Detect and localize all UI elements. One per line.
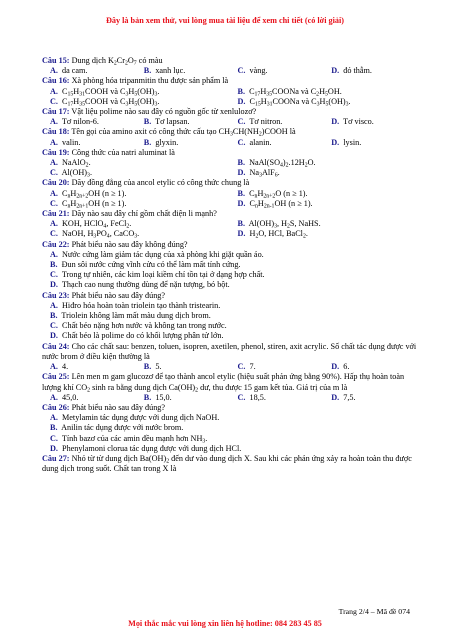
option-letter: D. bbox=[237, 96, 246, 106]
question-text: Dãy nào sau đây chỉ gồm chất điện li mạnh? bbox=[69, 209, 217, 219]
option-text: Chất béo nặng hơn nước và không tan trong nước. bbox=[59, 321, 227, 331]
answer-option-d[interactable] bbox=[323, 393, 417, 403]
option-letter: D. bbox=[331, 392, 340, 402]
option-text: $H_2O$, HCl, BaCl$_2$. bbox=[247, 229, 308, 240]
answer-option-d[interactable] bbox=[42, 444, 417, 454]
option-text: vàng. bbox=[247, 66, 268, 76]
option-letter: C. bbox=[50, 229, 58, 239]
question-number: Câu 22: bbox=[42, 239, 70, 249]
option-letter: C. bbox=[237, 66, 246, 76]
option-letter: D. bbox=[237, 198, 246, 208]
option-letter: C. bbox=[50, 433, 58, 443]
option-text: đỏ thẫm. bbox=[341, 66, 372, 76]
answer-row bbox=[42, 199, 417, 209]
option-text: xanh lục. bbox=[153, 66, 186, 76]
option-text: Thạch cao nung thường dùng để nặn tượng, bó bột. bbox=[59, 280, 230, 290]
question-number: Câu 27: bbox=[42, 453, 70, 463]
option-letter: B. bbox=[237, 219, 246, 229]
option-letter: D. bbox=[50, 331, 58, 341]
answer-option-a[interactable] bbox=[42, 158, 230, 168]
answer-option-b[interactable] bbox=[136, 138, 230, 148]
preview-banner: Đây là bản xem thử, vui lòng mua tài liệu để xem chi tiết (có lời giải) bbox=[105, 16, 344, 25]
answer-option-d[interactable] bbox=[323, 117, 417, 127]
answer-option-d[interactable] bbox=[42, 280, 417, 290]
answer-option-d[interactable] bbox=[323, 362, 417, 372]
option-letter: A. bbox=[50, 117, 58, 127]
answer-option-c[interactable] bbox=[42, 434, 417, 444]
answer-row bbox=[42, 87, 417, 97]
question-22 bbox=[42, 240, 417, 291]
option-letter: B. bbox=[143, 137, 152, 147]
option-text: Tơ nilon-6. bbox=[59, 117, 99, 127]
question-number: Câu 26: bbox=[42, 402, 70, 412]
answer-row bbox=[42, 158, 417, 168]
question-text: Tên gọi của amino axit có công thức cấu tạo $CH_3CH(NH_2)COOH$ là bbox=[69, 127, 296, 138]
question-list bbox=[42, 56, 417, 474]
answer-option-d[interactable] bbox=[230, 168, 418, 178]
answer-option-c[interactable] bbox=[42, 321, 417, 331]
answer-option-a[interactable] bbox=[42, 250, 417, 260]
answer-option-c[interactable] bbox=[42, 199, 230, 209]
option-text: 6. bbox=[341, 362, 350, 372]
option-letter: B. bbox=[50, 423, 58, 433]
option-text: $C_nH_{2n-1}OH$ (n ≥ 1). bbox=[247, 198, 313, 210]
option-letter: A. bbox=[50, 413, 58, 423]
question-number: Câu 18: bbox=[42, 127, 70, 137]
answer-row bbox=[42, 189, 417, 199]
answer-option-a[interactable] bbox=[42, 362, 136, 372]
answer-option-d[interactable] bbox=[230, 229, 418, 239]
question-text: Dãy đồng đẳng của ancol etylic có công thức chung là bbox=[69, 178, 250, 188]
answer-option-b[interactable] bbox=[136, 117, 230, 127]
option-letter: C. bbox=[237, 362, 246, 372]
answer-option-d[interactable] bbox=[230, 199, 418, 209]
option-letter: B. bbox=[143, 392, 152, 402]
question-text: Cho các chất sau: benzen, toluen, isopren, axetilen, phenol, stiren, axit acrylic. Số chất tác dụng được với nước brom ở điều kiện thường là bbox=[42, 341, 417, 361]
option-text: $Al(OH)_3$. bbox=[59, 168, 92, 179]
question-text: Vật liệu polime nào sau đây có nguồn gốc từ xenlulozơ? bbox=[69, 107, 257, 117]
answer-row bbox=[42, 117, 417, 127]
option-text: 45,0. bbox=[59, 392, 79, 402]
option-letter: B. bbox=[143, 117, 152, 127]
answer-option-c[interactable] bbox=[42, 270, 417, 280]
answer-option-b[interactable] bbox=[42, 311, 417, 321]
answer-option-c[interactable] bbox=[42, 97, 230, 107]
answer-option-a[interactable] bbox=[42, 219, 230, 229]
answer-option-b[interactable] bbox=[230, 158, 418, 168]
option-text: Tơ nitron. bbox=[247, 117, 283, 127]
option-text: NaOH, $H_3PO_4$, CaCO$_3$. bbox=[59, 229, 140, 240]
answer-option-d[interactable] bbox=[323, 138, 417, 148]
question-text: Công thức của natri aluminat là bbox=[69, 147, 175, 157]
question-26 bbox=[42, 403, 417, 454]
question-19 bbox=[42, 148, 417, 179]
option-text: Metylamin tác dụng được với dung dịch NaOH. bbox=[59, 413, 220, 423]
answer-row bbox=[42, 138, 417, 148]
option-letter: A. bbox=[50, 249, 58, 259]
option-text: $NaAl(SO_4)_2.12H_2O$. bbox=[247, 158, 316, 169]
answer-option-c[interactable] bbox=[230, 117, 324, 127]
answer-row bbox=[42, 219, 417, 229]
answer-row bbox=[42, 393, 417, 403]
answer-option-b[interactable] bbox=[42, 260, 417, 270]
option-text: $C_{17}H_{35}COONa$ và $C_2H_5OH$. bbox=[247, 86, 342, 98]
answer-option-c[interactable] bbox=[42, 229, 230, 239]
question-17 bbox=[42, 107, 417, 127]
option-text: Hiđro hóa hoàn toàn triolein tạo thành tristearin. bbox=[59, 300, 221, 310]
answer-row bbox=[42, 66, 417, 76]
option-letter: C. bbox=[50, 96, 58, 106]
answer-option-a[interactable] bbox=[42, 393, 136, 403]
question-number: Câu 17: bbox=[42, 107, 70, 117]
answer-option-a[interactable] bbox=[42, 117, 136, 127]
option-text: 7,5. bbox=[341, 392, 356, 402]
question-number: Câu 25: bbox=[42, 372, 70, 382]
answer-option-c[interactable] bbox=[230, 393, 324, 403]
question-27 bbox=[42, 454, 417, 474]
option-text: Tính bazơ của các amin đều mạnh hơn $NH_3$. bbox=[59, 433, 208, 445]
option-text: valin. bbox=[59, 137, 81, 147]
option-letter: A. bbox=[50, 362, 58, 372]
answer-row bbox=[42, 168, 417, 178]
option-letter: B. bbox=[50, 260, 58, 270]
option-text: $C_nH_{2n+2}OH$ (n ≥ 1). bbox=[59, 188, 127, 200]
question-number: Câu 24: bbox=[42, 341, 70, 351]
option-text: KOH, HClO$_4$, FeCl$_2$. bbox=[59, 219, 132, 230]
answer-option-b[interactable] bbox=[42, 423, 417, 433]
option-letter: C. bbox=[50, 198, 58, 208]
option-letter: A. bbox=[50, 392, 58, 402]
option-text: Phenylamoni clorua tác dụng được với dung dịch HCl. bbox=[59, 443, 242, 453]
question-24 bbox=[42, 342, 417, 373]
option-text: $C_{17}H_{35}COOH$ và $C_3H_5(OH)_3$. bbox=[59, 96, 160, 108]
option-letter: A. bbox=[50, 158, 58, 168]
option-letter: B. bbox=[50, 311, 58, 321]
option-text: 18,5. bbox=[247, 392, 266, 402]
answer-option-b[interactable] bbox=[230, 87, 418, 97]
question-number: Câu 21: bbox=[42, 209, 70, 219]
option-text: $Na_3AlF_6$. bbox=[247, 168, 280, 179]
answer-option-d[interactable] bbox=[230, 97, 418, 107]
question-15 bbox=[42, 56, 417, 76]
question-text: Lên men m gam glucozơ để tạo thành ancol etylic (hiệu suất phản ứng bằng 90%). Hấp thụ hoàn toàn lượng khí $CO_2$ sinh ra bằng dung dịch $Ca(OH)_2$ dư, thu được 15 gam kết tủa. Giá trị của m là bbox=[42, 372, 405, 393]
question-text: Dung dịch $K_2Cr_2O_7$ có màu bbox=[69, 56, 163, 67]
option-text: da cam. bbox=[59, 66, 88, 76]
option-letter: D. bbox=[50, 443, 58, 453]
question-16 bbox=[42, 76, 417, 107]
answer-option-b[interactable] bbox=[136, 362, 230, 372]
question-25 bbox=[42, 372, 417, 403]
option-text: 15,0. bbox=[153, 392, 172, 402]
option-text: Trong tự nhiên, các kim loại kiềm chỉ tồn tại ở dạng hợp chất. bbox=[59, 270, 265, 280]
question-text: Nhỏ từ từ dung dịch $Ba(OH)_2$ đến dư vào dung dịch X. Sau khi các phản ứng xảy ra hoàn toàn thu được dung dịch trong suốt. Chất tan trong X là bbox=[42, 453, 412, 474]
answer-option-a[interactable] bbox=[42, 189, 230, 199]
page-number: Trang 2/4 – Mã đề 074 bbox=[338, 607, 410, 616]
option-text: Nước cứng làm giảm tác dụng của xà phòng khi giặt quần áo. bbox=[59, 249, 264, 259]
option-letter: A. bbox=[50, 86, 58, 96]
option-text: 4. bbox=[59, 362, 69, 372]
option-letter: C. bbox=[50, 270, 58, 280]
option-letter: A. bbox=[50, 66, 58, 76]
option-letter: A. bbox=[50, 300, 58, 310]
answer-option-b[interactable] bbox=[230, 189, 418, 199]
option-letter: D. bbox=[237, 229, 246, 239]
option-text: lysin. bbox=[341, 137, 362, 147]
option-letter: D. bbox=[331, 117, 340, 127]
answer-option-a[interactable] bbox=[42, 413, 417, 423]
hotline-banner: Mọi thắc mắc vui lòng xin liên hệ hotline: 084 283 45 85 bbox=[128, 619, 322, 628]
answer-option-d[interactable] bbox=[42, 331, 417, 341]
answer-row bbox=[42, 97, 417, 107]
option-letter: C. bbox=[237, 137, 246, 147]
answer-option-b[interactable] bbox=[136, 393, 230, 403]
option-text: Triolein không làm mất màu dung dịch brom. bbox=[59, 311, 211, 321]
answer-option-c[interactable] bbox=[230, 362, 324, 372]
answer-option-c[interactable] bbox=[230, 66, 324, 76]
question-text: Xà phòng hóa tripanmitin thu được sản phẩm là bbox=[69, 76, 229, 86]
option-text: Đun sôi nước cứng vĩnh cửu có thể làm mất tính cứng. bbox=[59, 260, 241, 270]
option-letter: B. bbox=[237, 188, 246, 198]
answer-option-c[interactable] bbox=[230, 138, 324, 148]
question-text: Phát biểu nào sau đây không đúng? bbox=[69, 239, 188, 249]
option-letter: D. bbox=[237, 168, 246, 178]
option-letter: A. bbox=[50, 219, 58, 229]
option-text: alanin. bbox=[247, 137, 272, 147]
option-letter: D. bbox=[331, 362, 340, 372]
question-text: Phát biểu nào sau đây đúng? bbox=[69, 402, 166, 412]
question-number: Câu 16: bbox=[42, 76, 70, 86]
option-text: $C_nH_{2n+2}O$ (n ≥ 1). bbox=[247, 188, 308, 200]
option-text: Anilin tác dụng được với nước brom. bbox=[59, 423, 184, 433]
option-text: 7. bbox=[247, 362, 256, 372]
question-18 bbox=[42, 127, 417, 147]
question-number: Câu 19: bbox=[42, 147, 70, 157]
option-text: Tơ visco. bbox=[341, 117, 374, 127]
option-text: Chất béo là polime do có khối lượng phân tử lớn. bbox=[59, 331, 224, 341]
question-text: Phát biểu nào sau đây đúng? bbox=[69, 290, 166, 300]
answer-option-a[interactable] bbox=[42, 301, 417, 311]
option-text: 5. bbox=[153, 362, 162, 372]
option-letter: B. bbox=[143, 66, 152, 76]
option-letter: D. bbox=[331, 66, 340, 76]
option-letter: A. bbox=[50, 188, 58, 198]
answer-option-c[interactable] bbox=[42, 168, 230, 178]
option-letter: B. bbox=[237, 158, 246, 168]
option-letter: C. bbox=[237, 392, 246, 402]
question-23 bbox=[42, 291, 417, 342]
option-letter: A. bbox=[50, 137, 58, 147]
option-letter: C. bbox=[237, 117, 246, 127]
answer-option-a[interactable] bbox=[42, 138, 136, 148]
answer-option-a[interactable] bbox=[42, 87, 230, 97]
answer-option-d[interactable] bbox=[323, 66, 417, 76]
option-text: $C_nH_{2n+1}OH$ (n ≥ 1). bbox=[59, 198, 127, 210]
answer-option-b[interactable] bbox=[230, 219, 418, 229]
question-number: Câu 23: bbox=[42, 290, 70, 300]
option-letter: D. bbox=[50, 280, 58, 290]
answer-row bbox=[42, 362, 417, 372]
option-text: Tơ lapsan. bbox=[153, 117, 190, 127]
question-number: Câu 15: bbox=[42, 56, 70, 65]
question-number: Câu 20: bbox=[42, 178, 70, 188]
answer-option-b[interactable] bbox=[136, 66, 230, 76]
option-text: $Al(OH)_3$, $H_2S$, NaHS. bbox=[247, 219, 321, 230]
option-text: glyxin. bbox=[153, 137, 179, 147]
option-letter: C. bbox=[50, 168, 58, 178]
option-text: $C_{15}H_{31}COONa$ và $C_3H_5(OH)_3$. bbox=[247, 96, 351, 108]
answer-row bbox=[42, 229, 417, 239]
option-letter: B. bbox=[237, 86, 246, 96]
option-text: NaAlO$_2$. bbox=[59, 158, 91, 169]
question-21 bbox=[42, 209, 417, 240]
option-letter: B. bbox=[143, 362, 152, 372]
option-letter: C. bbox=[50, 321, 58, 331]
answer-option-a[interactable] bbox=[42, 66, 136, 76]
option-text: $C_{15}H_{31}COOH$ và $C_3H_5(OH)_3$. bbox=[59, 86, 160, 98]
question-20 bbox=[42, 178, 417, 209]
option-letter: D. bbox=[331, 137, 340, 147]
